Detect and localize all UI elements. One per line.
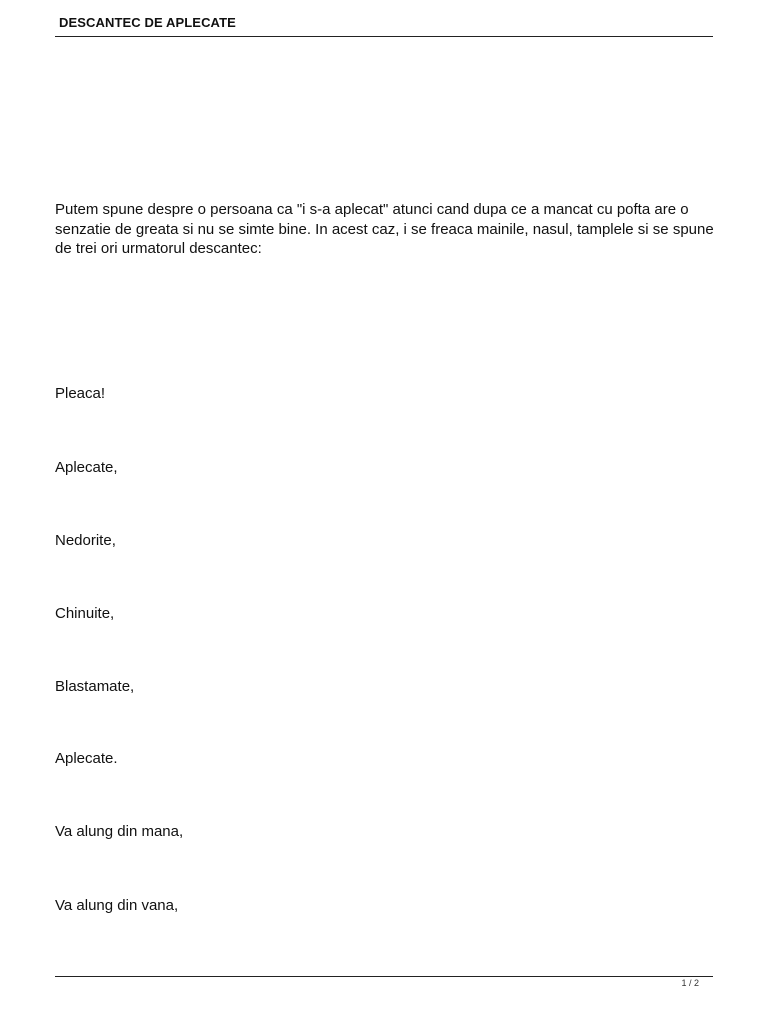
verse-line-1: Pleaca!	[55, 385, 106, 402]
page-footer	[55, 976, 713, 988]
intro-paragraph: Putem spune despre o persoana ca "i s-a aplecat" atunci cand dupa ce a mancat cu pofta are o senzatie de greata si nu se simte bine. In acest caz, i se freaca mainile, nasul, tamplele si se spune de trei ori urmatorul descantec:	[55, 201, 714, 257]
verse-line-8: Va alung din vana,	[55, 897, 179, 914]
document-title: DESCANTEC DE APLECATE	[59, 15, 236, 30]
verse-line-3: Nedorite,	[55, 532, 116, 549]
page-header	[55, 14, 713, 37]
verse-line-2: Aplecate,	[55, 459, 118, 476]
verse-line-7: Va alung din mana,	[55, 823, 184, 840]
verse-line-4: Chinuite,	[55, 605, 115, 622]
page-number: 1 / 2	[681, 978, 699, 988]
verse-line-6: Aplecate.	[55, 750, 118, 767]
verse-line-5: Blastamate,	[55, 678, 135, 695]
